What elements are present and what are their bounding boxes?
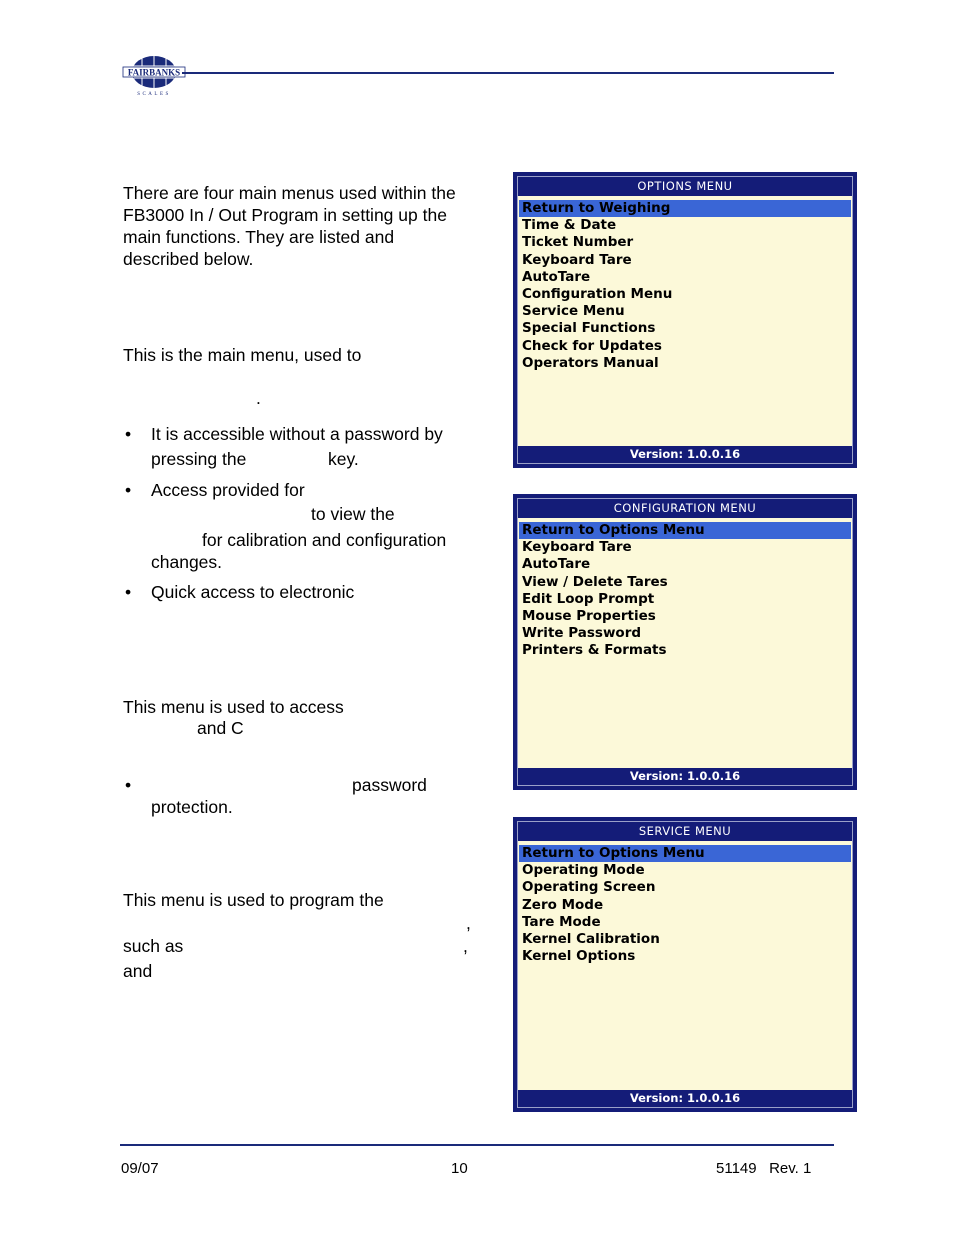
service-description: This menu is used to program the (123, 890, 384, 910)
menu-item-autotare[interactable]: AutoTare (522, 268, 591, 285)
bullet-dot: • (125, 582, 132, 602)
header-rule (182, 72, 834, 74)
service-such-as: such as (123, 936, 184, 956)
config-bullet-1-protection: protection. (151, 797, 233, 817)
options-bullet-1-line2: pressing the (151, 449, 247, 469)
footer-doc-number: 51149 Rev. 1 (716, 1160, 812, 1177)
logo-subtext: SCALES (137, 92, 171, 97)
menu-item-return-to-options[interactable]: Return to Options Menu (519, 845, 851, 862)
menu-item-mouse-properties[interactable]: Mouse Properties (522, 607, 656, 624)
options-bullet-2: • Access provided for (125, 480, 305, 500)
service-menu-version: Version: 1.0.0.16 (518, 1090, 852, 1107)
options-menu-title: OPTIONS MENU (518, 177, 852, 196)
menu-item-write-password[interactable]: Write Password (522, 625, 642, 642)
footer-rule (120, 1144, 834, 1146)
options-bullet-1-key: key. (328, 449, 359, 469)
bullet-dot: • (125, 424, 132, 444)
menu-item-configuration-menu[interactable]: Configuration Menu (522, 285, 673, 302)
configuration-menu-list (519, 522, 851, 660)
menu-item-zero-mode[interactable]: Zero Mode (522, 896, 604, 913)
menu-item-autotare[interactable]: AutoTare (522, 556, 591, 573)
configuration-menu-title: CONFIGURATION MENU (518, 499, 852, 518)
menu-item-return-to-options[interactable]: Return to Options Menu (519, 522, 851, 539)
options-description: This is the main menu, used to (123, 345, 362, 365)
service-menu-title: SERVICE MENU (518, 822, 852, 841)
service-comma-2: , (463, 936, 468, 956)
options-bullet-2-calibration: for calibration and configuration (202, 530, 447, 550)
service-comma-1: , (466, 913, 471, 933)
fairbanks-logo-icon (122, 52, 186, 98)
config-bullet-1: password (352, 775, 427, 795)
options-bullet-3: • Quick access to electronic (125, 582, 355, 602)
menu-item-tare-mode[interactable]: Tare Mode (522, 913, 601, 930)
service-and: and (123, 961, 153, 981)
menu-item-service-menu[interactable]: Service Menu (522, 303, 625, 320)
configuration-menu-version: Version: 1.0.0.16 (518, 768, 852, 785)
configuration-menu-body (517, 498, 853, 786)
menu-item-return-to-weighing[interactable]: Return to Weighing (519, 200, 851, 217)
options-menu-list (519, 200, 851, 372)
menu-item-time-date[interactable]: Time & Date (522, 217, 617, 234)
options-bullet-2-view: to view the (311, 504, 395, 524)
menu-item-operating-mode[interactable]: Operating Mode (522, 862, 645, 879)
config-description: This menu is used to access (123, 697, 344, 717)
menu-item-edit-loop-prompt[interactable]: Edit Loop Prompt (522, 590, 655, 607)
menu-item-operators-manual[interactable]: Operators Manual (522, 354, 659, 371)
menu-item-special-functions[interactable]: Special Functions (522, 320, 656, 337)
footer-page-number: 10 (451, 1160, 468, 1177)
menu-item-printers-formats[interactable]: Printers & Formats (522, 642, 667, 659)
menu-item-operating-screen[interactable]: Operating Screen (522, 879, 656, 896)
menu-item-kernel-options[interactable]: Kernel Options (522, 948, 636, 965)
menu-item-keyboard-tare[interactable]: Keyboard Tare (522, 539, 632, 556)
service-menu-list (519, 845, 851, 965)
logo-text: FAIRBANKS (127, 67, 181, 78)
configuration-menu-screen (513, 494, 857, 790)
menu-item-kernel-calibration[interactable]: Kernel Calibration (522, 930, 660, 947)
options-menu-screen (513, 172, 857, 468)
footer-date: 09/07 (121, 1160, 159, 1177)
options-menu-version: Version: 1.0.0.16 (518, 446, 852, 463)
bullet-dot: • (125, 480, 132, 500)
menu-item-view-delete-tares[interactable]: View / Delete Tares (522, 573, 668, 590)
options-bullet-1: • It is accessible without a password by (125, 424, 443, 444)
options-bullet-2-changes: changes. (151, 552, 223, 572)
options-menu-body (517, 176, 853, 464)
config-and-c: and C (197, 718, 244, 738)
service-menu-screen (513, 817, 857, 1112)
options-period: . (256, 388, 261, 408)
menu-item-ticket-number[interactable]: Ticket Number (522, 234, 634, 251)
menu-item-keyboard-tare[interactable]: Keyboard Tare (522, 251, 632, 268)
config-bullet-dot: • (125, 775, 132, 795)
intro-paragraph: There are four main menus used within the FB3000 In / Out Program in setting up the main functions. They are listed and described below. (123, 183, 456, 269)
service-menu-body (517, 821, 853, 1108)
menu-item-check-for-updates[interactable]: Check for Updates (522, 337, 662, 354)
